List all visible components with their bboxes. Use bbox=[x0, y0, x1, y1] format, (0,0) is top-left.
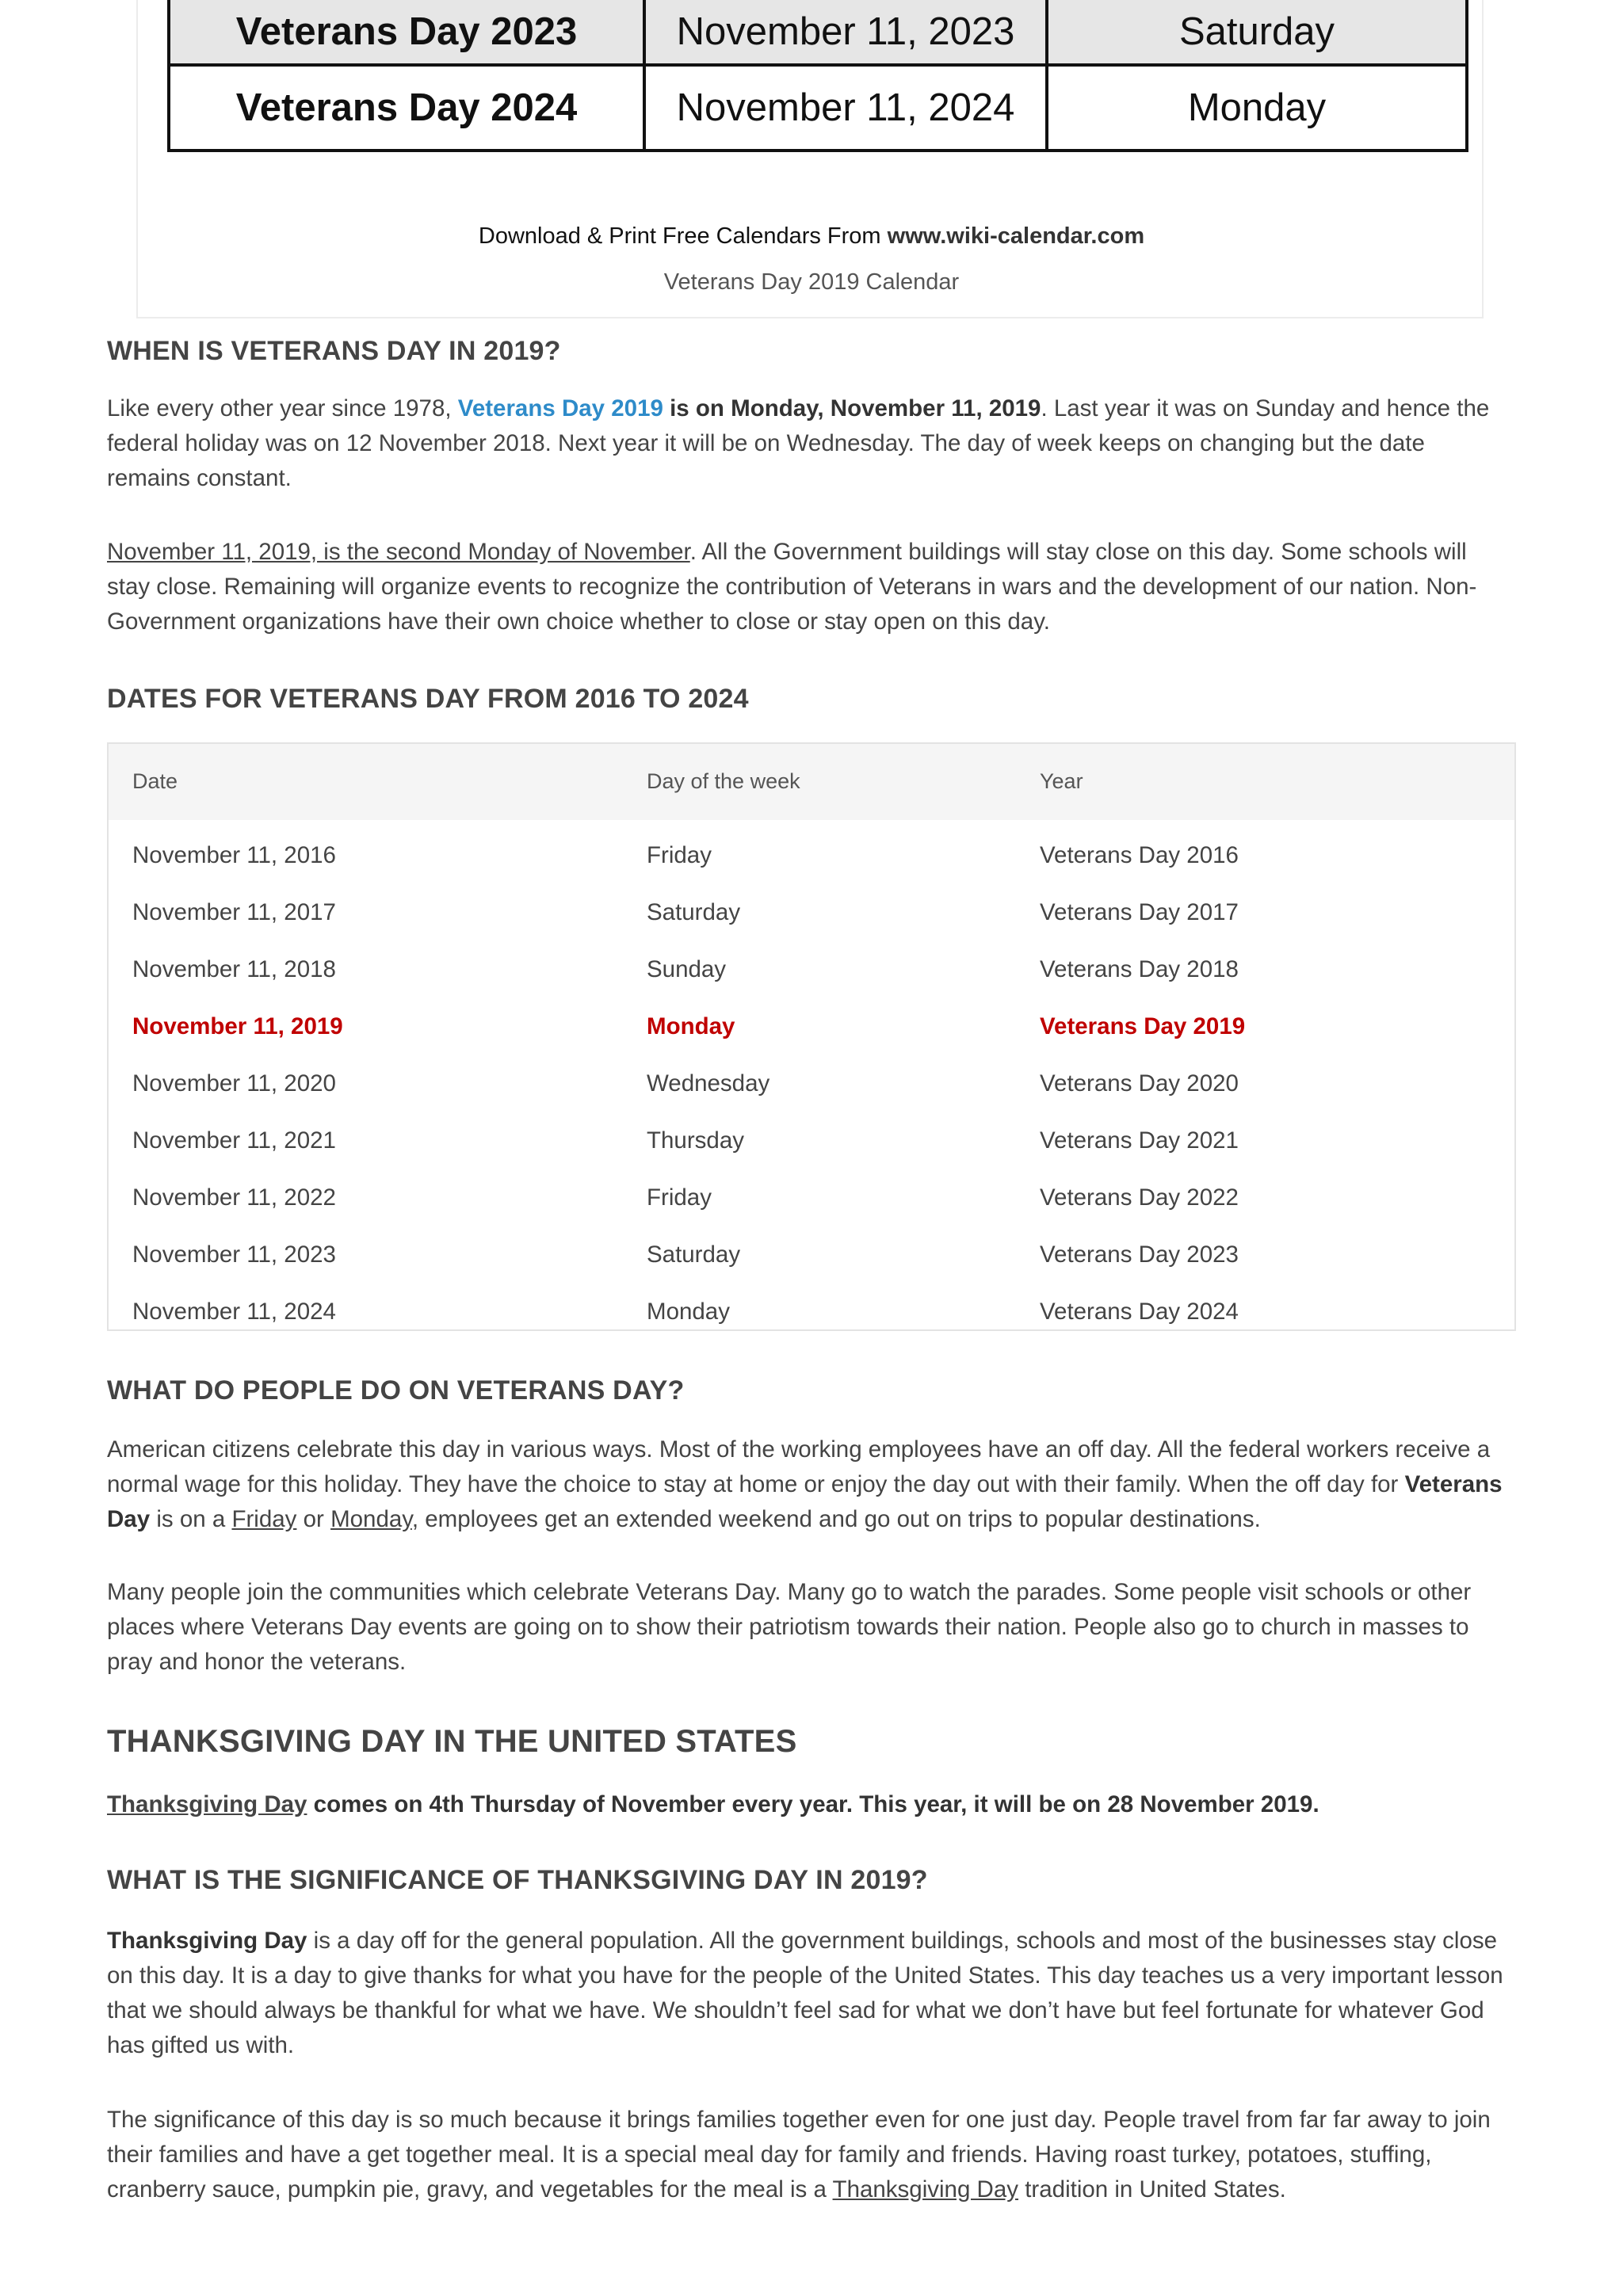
cell-year: Veterans Day 2019 bbox=[1040, 1013, 1246, 1039]
paragraph-thanksgiving-date bbox=[107, 1787, 1516, 1822]
table-row bbox=[109, 1229, 1514, 1286]
friday-link[interactable]: Friday bbox=[231, 1506, 297, 1532]
thanksgiving-day-link[interactable]: Thanksgiving Day bbox=[107, 1791, 307, 1817]
cell-date: November 11, 2016 bbox=[132, 842, 336, 868]
calendar-row-2023 bbox=[169, 0, 1467, 65]
cell-year: Veterans Day 2020 bbox=[1040, 1070, 1239, 1097]
paragraph-significance-2 bbox=[107, 2103, 1516, 2207]
cell-year: Veterans Day 2016 bbox=[1040, 842, 1239, 868]
cell-day: Friday bbox=[647, 1184, 712, 1211]
table-row bbox=[109, 830, 1514, 887]
calendar-image-table bbox=[167, 0, 1468, 152]
cell-year: Veterans Day 2024 bbox=[1040, 1299, 1239, 1325]
text: tradition in United States. bbox=[1025, 2176, 1286, 2203]
text: that we should always be thankful for what we have. We shouldn’t feel sad for what we don’t have but feel fortunate for whatever God bbox=[107, 1997, 1484, 2023]
cell-year: Veterans Day 2018 bbox=[1040, 956, 1239, 982]
text: has gifted us with. bbox=[107, 2032, 295, 2058]
text: pray and honor the veterans. bbox=[107, 1649, 407, 1675]
text: or bbox=[303, 1506, 324, 1532]
calendar-day: Saturday bbox=[1047, 0, 1467, 65]
cell-day: Wednesday bbox=[647, 1070, 770, 1097]
bold-text: Thanksgiving Day bbox=[107, 1928, 307, 1954]
veterans-day-2019-link[interactable]: Veterans Day 2019 bbox=[457, 395, 663, 421]
text: Many people join the communities which celebrate Veterans Day. Many go to watch the parades. Some people visit schools or other bbox=[107, 1579, 1472, 1605]
bold-text: comes on 4th Thursday of November every year. This year, it will be on 28 November 2019. bbox=[313, 1791, 1319, 1817]
table-row bbox=[109, 1058, 1514, 1115]
bold-date: is on Monday, November 11, 2019 bbox=[670, 395, 1041, 421]
cell-day: Sunday bbox=[647, 956, 727, 982]
calendar-holiday: Veterans Day 2023 bbox=[169, 0, 644, 65]
text: Like every other year since 1978, bbox=[107, 395, 452, 421]
text: . All the Government buildings will stay close on this day. Some schools will bbox=[689, 539, 1467, 565]
paragraph-second-monday bbox=[107, 535, 1516, 639]
heading-what-people-do: WHAT DO PEOPLE DO ON VETERANS DAY? bbox=[107, 1375, 685, 1405]
text: is a day off for the general population. All the government buildings, schools and most of the businesses stay close bbox=[313, 1928, 1498, 1954]
cell-day: Thursday bbox=[647, 1127, 744, 1154]
calendar-holiday: Veterans Day 2024 bbox=[169, 65, 644, 151]
paragraph-when bbox=[107, 391, 1516, 496]
text: on this day. It is a day to give thanks for what you have for the people of the United States. This day teaches us a very important lesson bbox=[107, 1962, 1503, 1989]
cell-date: November 11, 2020 bbox=[132, 1070, 336, 1097]
calendar-figure bbox=[136, 0, 1484, 318]
table-row bbox=[109, 944, 1514, 1001]
bold-text: Veterans bbox=[1404, 1471, 1503, 1497]
text: federal holiday was on 12 November 2018. Next year it will be on Wednesday. The day of week keeps on changing but the date bbox=[107, 430, 1425, 456]
table-header bbox=[109, 744, 1514, 820]
cell-year: Veterans Day 2017 bbox=[1040, 899, 1239, 925]
text: Government organizations have their own choice whether to close or stay open on this day. bbox=[107, 608, 1050, 635]
text: cranberry sauce, pumpkin pie, gravy, and vegetables for the meal is a bbox=[107, 2176, 827, 2203]
table-row-highlighted bbox=[109, 1001, 1514, 1058]
text: remains constant. bbox=[107, 465, 292, 491]
cell-day: Monday bbox=[647, 1299, 730, 1325]
calendar-date: November 11, 2024 bbox=[644, 65, 1047, 151]
monday-link[interactable]: Monday bbox=[330, 1506, 412, 1532]
calendar-credit bbox=[138, 223, 1485, 250]
heading-thanksgiving-significance: WHAT IS THE SIGNIFICANCE OF THANKSGIVING DAY IN 2019? bbox=[107, 1865, 928, 1895]
cell-day: Friday bbox=[647, 842, 712, 868]
figure-caption: Veterans Day 2019 Calendar bbox=[663, 269, 960, 295]
cell-date: November 11, 2021 bbox=[132, 1127, 336, 1154]
heading-when-is-veterans-day: WHEN IS VETERANS DAY IN 2019? bbox=[107, 336, 561, 366]
cell-day: Saturday bbox=[647, 1241, 741, 1268]
paragraph-communities bbox=[107, 1575, 1516, 1680]
calendar-date: November 11, 2023 bbox=[644, 0, 1047, 65]
paragraph-celebrate bbox=[107, 1432, 1516, 1537]
paragraph-significance-1 bbox=[107, 1924, 1516, 2063]
veterans-day-dates-table bbox=[107, 742, 1516, 1331]
cell-date: November 11, 2017 bbox=[132, 899, 336, 925]
cell-day: Monday bbox=[647, 1013, 735, 1039]
text: normal wage for this holiday. They have the choice to stay at home or enjoy the day out with their family. When the off day for bbox=[107, 1471, 1399, 1497]
table-row bbox=[109, 1172, 1514, 1229]
second-monday-link[interactable]: November 11, 2019, is the second Monday of November bbox=[107, 539, 690, 565]
text: their families and have a get together meal. It is a special meal day for family and friends. Having roast turkey, potatoes, stuffing, bbox=[107, 2142, 1432, 2168]
table-row bbox=[109, 1286, 1514, 1330]
cell-date: November 11, 2019 bbox=[132, 1013, 343, 1039]
cell-year: Veterans Day 2022 bbox=[1040, 1184, 1239, 1211]
cell-date: November 11, 2018 bbox=[132, 956, 336, 982]
calendar-row-2024 bbox=[169, 65, 1467, 151]
cell-year: Veterans Day 2021 bbox=[1040, 1127, 1239, 1154]
text: stay close. Remaining will organize events to recognize the contribution of Veterans in wars and the development of our nation. Non- bbox=[107, 574, 1477, 600]
cell-year: Veterans Day 2023 bbox=[1040, 1241, 1239, 1268]
thanksgiving-day-link[interactable]: Thanksgiving Day bbox=[832, 2176, 1019, 2203]
cell-date: November 11, 2022 bbox=[132, 1184, 336, 1211]
cell-date: November 11, 2023 bbox=[132, 1241, 336, 1268]
column-header: Date bbox=[132, 769, 178, 793]
cell-day: Saturday bbox=[647, 899, 741, 925]
text: places where Veterans Day events are going on to show their patriotism towards their nation. People also go to church in masses to bbox=[107, 1614, 1469, 1640]
calendar-day: Monday bbox=[1047, 65, 1467, 151]
table-row bbox=[109, 887, 1514, 944]
credit-prefix: Download & Print Free Calendars From bbox=[478, 223, 881, 249]
text: is on a bbox=[156, 1506, 226, 1532]
column-header: Year bbox=[1040, 769, 1083, 793]
table-row bbox=[109, 1115, 1514, 1172]
cell-date: November 11, 2024 bbox=[132, 1299, 336, 1325]
bold-text: Day bbox=[107, 1506, 151, 1532]
column-header: Day of the week bbox=[647, 769, 800, 793]
heading-dates: DATES FOR VETERANS DAY FROM 2016 TO 2024 bbox=[107, 684, 749, 714]
text: The significance of this day is so much because it brings families together even for one just day. People travel from far far away to join bbox=[107, 2107, 1491, 2133]
text: . Last year it was on Sunday and hence the bbox=[1041, 395, 1490, 421]
credit-site: www.wiki-calendar.com bbox=[887, 223, 1145, 249]
heading-thanksgiving: THANKSGIVING DAY IN THE UNITED STATES bbox=[107, 1724, 797, 1759]
text: American citizens celebrate this day in various ways. Most of the working employees have an off day. All the federal workers receive a bbox=[107, 1436, 1491, 1463]
text: , employees get an extended weekend and go out on trips to popular destinations. bbox=[411, 1506, 1261, 1532]
